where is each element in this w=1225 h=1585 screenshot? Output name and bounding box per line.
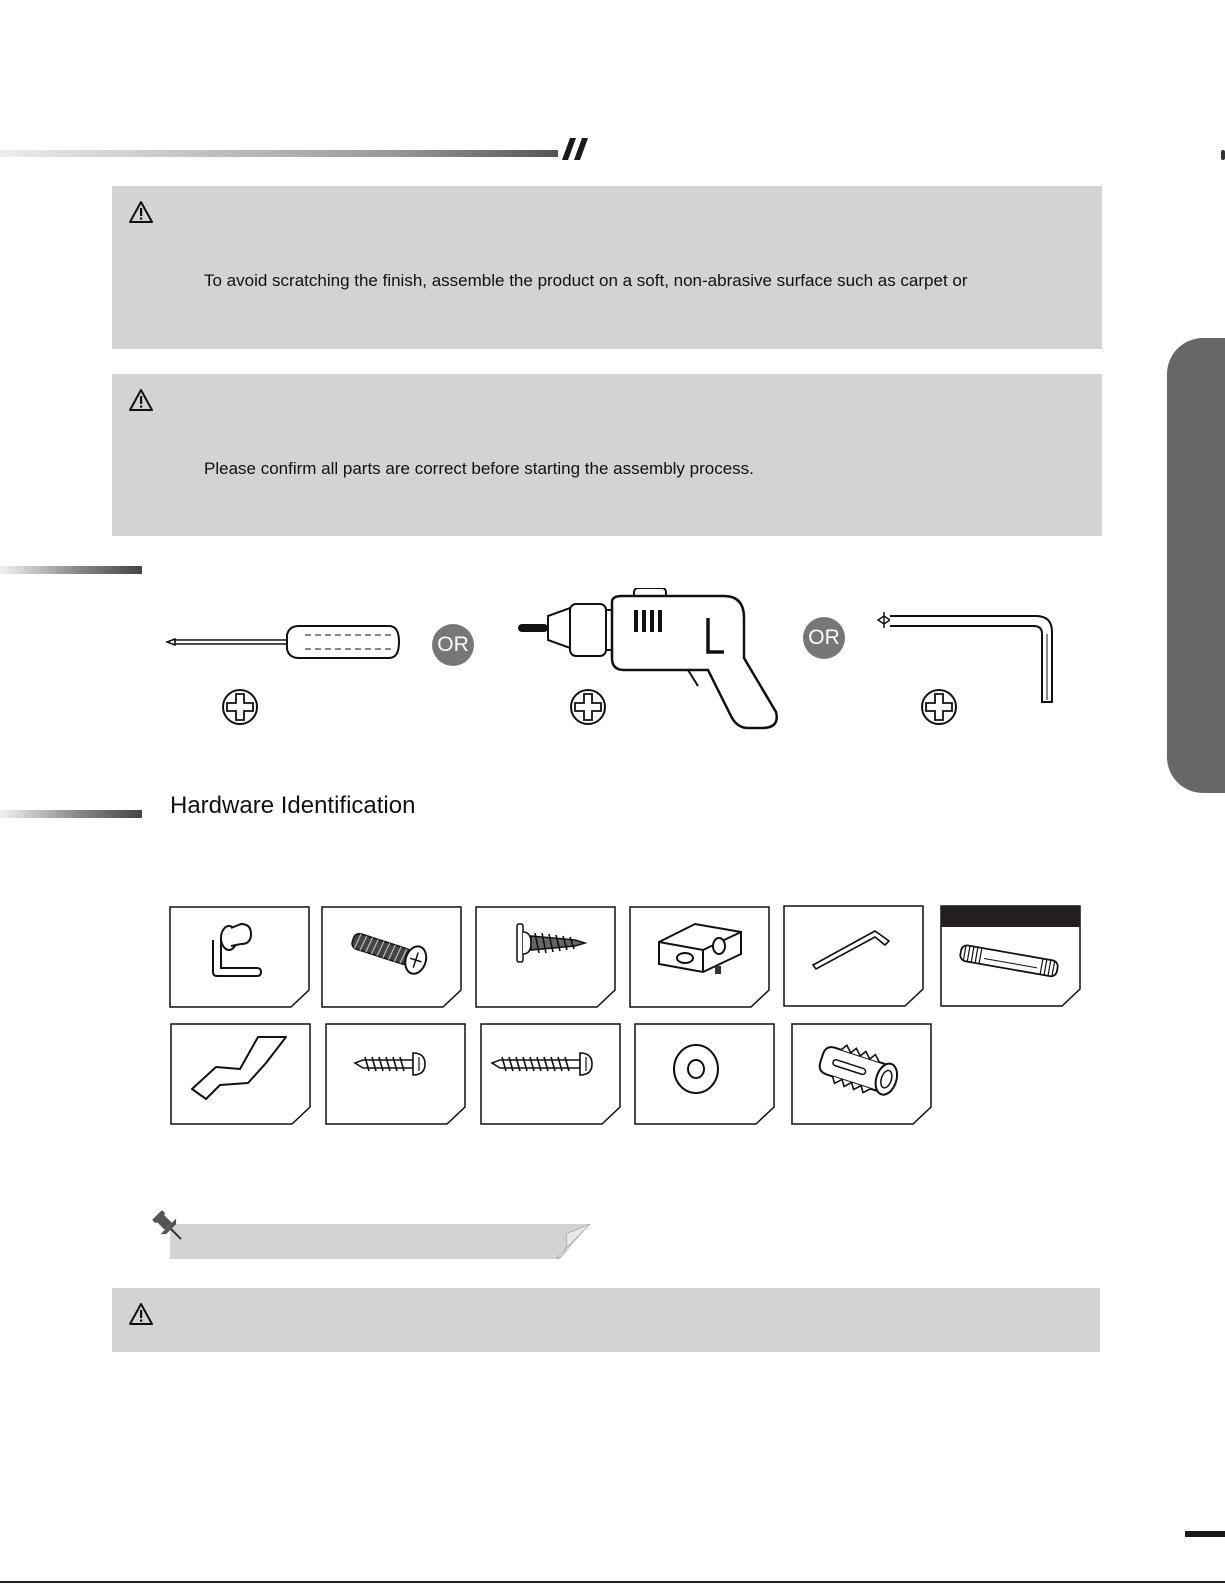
or-badge: OR [432,624,474,666]
phillips-head-icon [221,688,259,726]
shelf-pin-icon [169,906,310,1008]
warning-icon [128,1302,154,1326]
washer-head-screw-icon [475,906,616,1008]
long-screw-icon [480,1023,621,1125]
power-drill-icon [518,588,778,734]
hardware-card-wrench-plate [170,1023,311,1125]
or-badge: OR [803,617,845,659]
hardware-card-corner-bracket [629,906,770,1008]
machine-bolt-icon [321,906,462,1008]
notice-warning-bottom [112,1288,1100,1352]
phillips-head-icon [920,688,958,726]
notice-finish [112,186,1102,349]
section-bar-tools [0,566,142,574]
page-marker [1185,1531,1225,1537]
washer-icon [634,1023,775,1125]
section-title-hardware: Hardware Identification [170,792,416,819]
hardware-card-washer-head-screw [475,906,616,1008]
hardware-card-long-screw [480,1023,621,1125]
warning-icon [128,200,154,224]
notice-finish-text: To avoid scratching the finish, assemble the product on a soft, non-abrasive surface such as carpet or [204,271,968,290]
warning-icon [128,388,154,412]
l-wrench-icon [876,610,1061,705]
notice-confirm [112,374,1102,536]
phillips-head-icon [569,688,607,726]
side-tab [1167,338,1225,793]
notice-confirm-text: Please confirm all parts are correct before starting the assembly process. [204,459,754,478]
pushpin-icon [150,1208,188,1246]
allen-key-icon [783,905,924,1007]
double-slash-mark [562,138,592,162]
wall-anchor-icon [791,1023,932,1125]
corner-bracket-icon [629,906,770,1008]
hardware-card-washer [634,1023,775,1125]
hardware-card-machine-bolt [321,906,462,1008]
hardware-card-wood-dowel [940,905,1081,1007]
page-curl [556,1224,590,1259]
header-rule [0,150,558,157]
hardware-card-short-screw [325,1023,466,1125]
screwdriver-icon [165,620,405,665]
short-screw-icon [325,1023,466,1125]
wrench-plate-icon [170,1023,311,1125]
wood-dowel-icon [940,905,1081,1007]
tip-banner [170,1224,560,1259]
section-bar-hardware [0,810,142,818]
footer-rule [0,1581,1225,1583]
hardware-card-shelf-pin [169,906,310,1008]
edge-mark [1221,150,1225,160]
hardware-card-wall-anchor [791,1023,932,1125]
hardware-card-allen-key [783,905,924,1007]
